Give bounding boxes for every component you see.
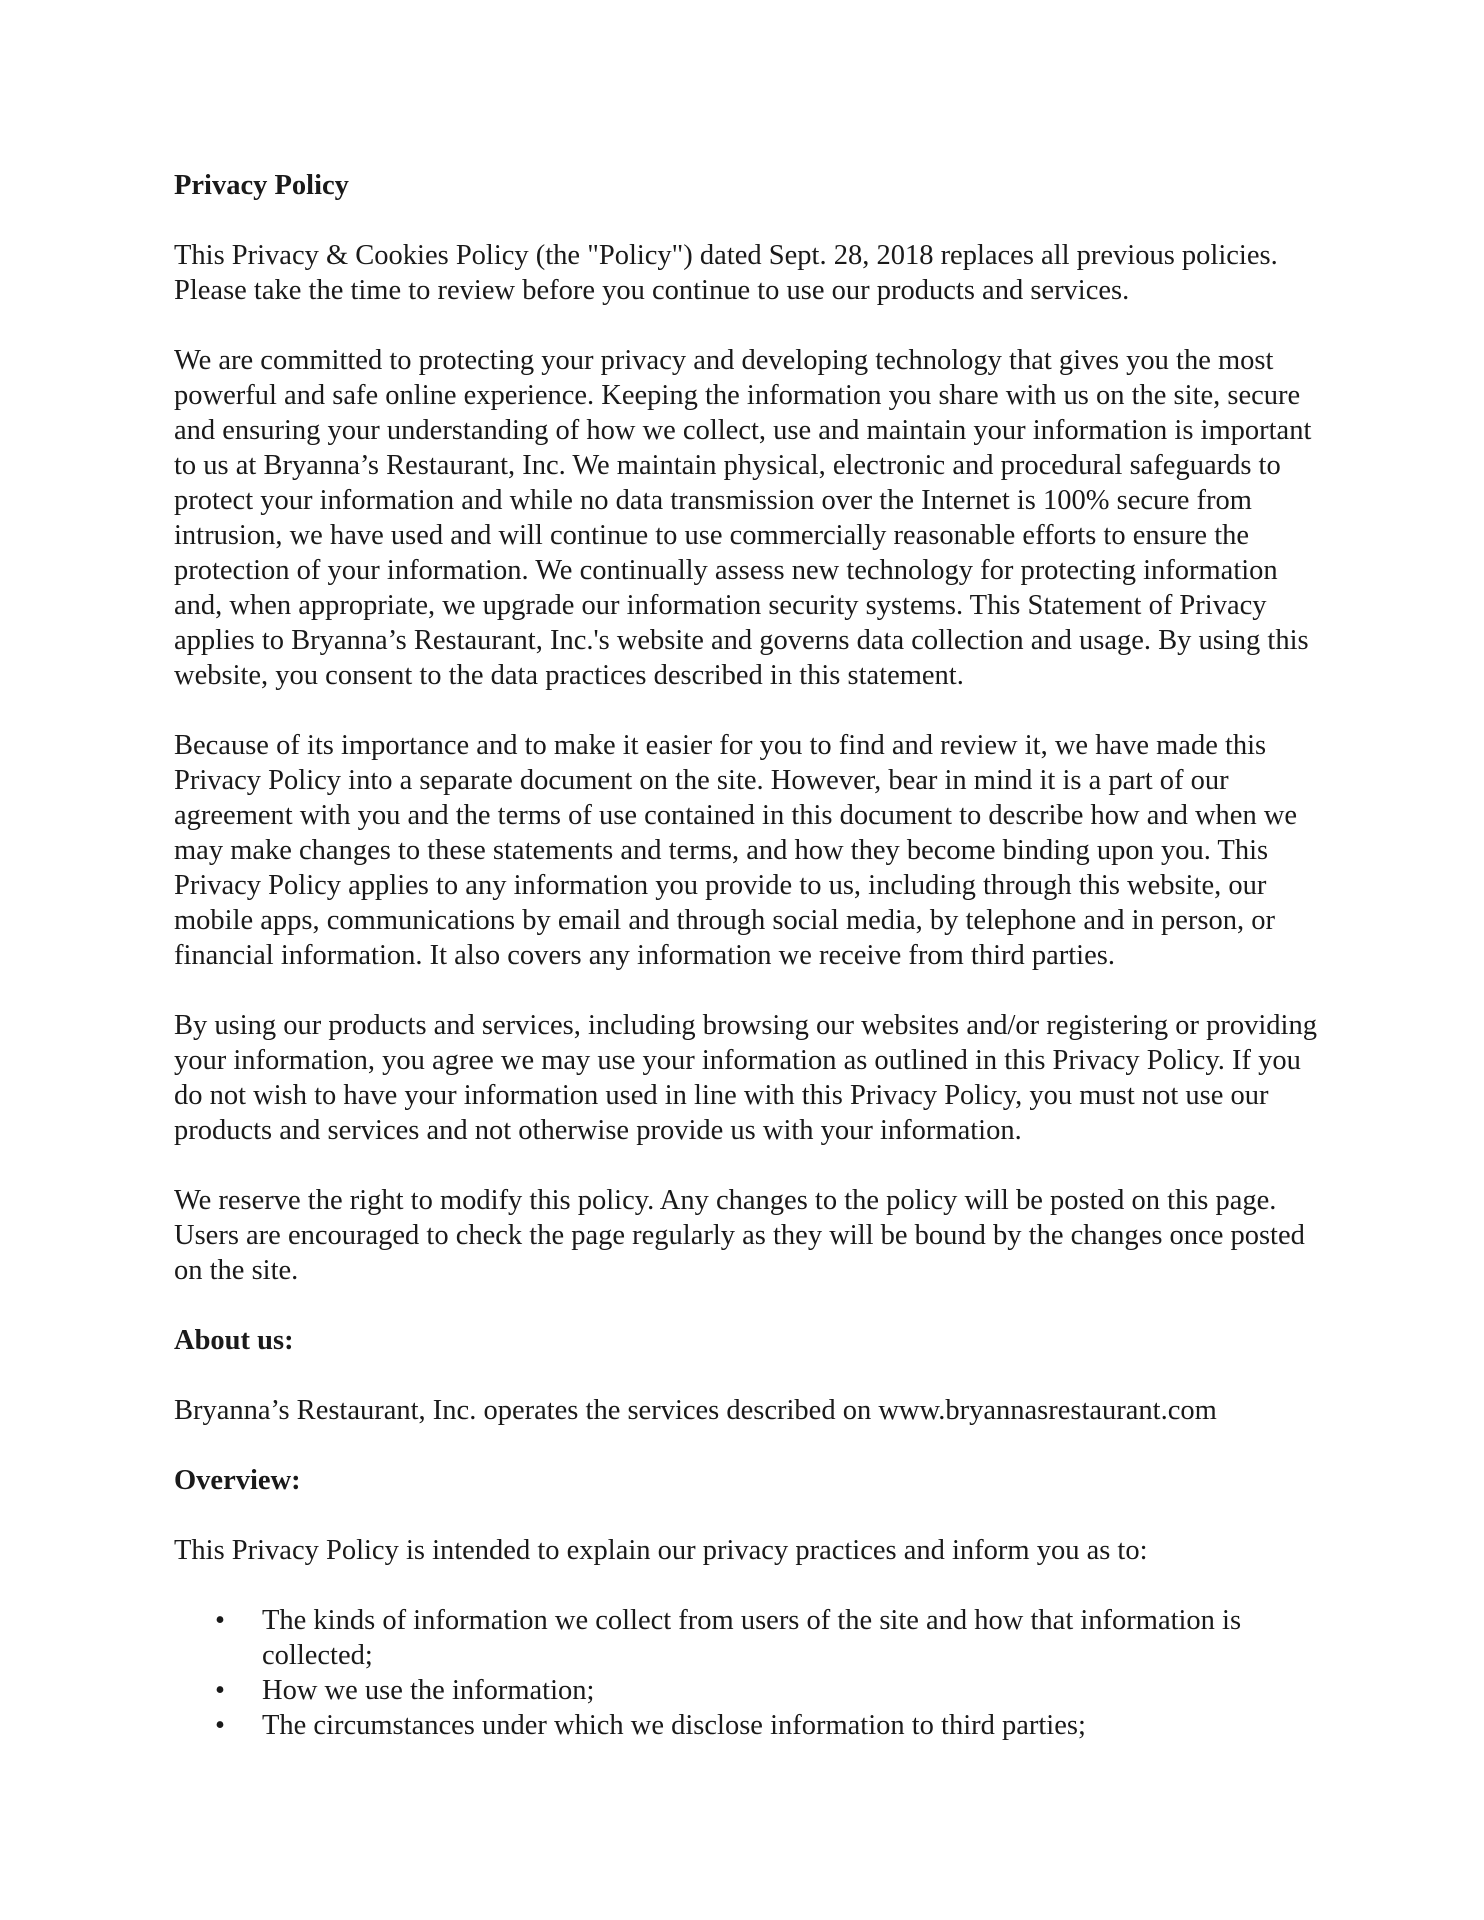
- list-item: [215, 1673, 1324, 1708]
- page-title: Privacy Policy: [174, 170, 349, 201]
- about-heading: About us:: [174, 1325, 294, 1356]
- list-item: [215, 1603, 1324, 1673]
- overview-text: This Privacy Policy is intended to explain our privacy practices and inform you as to:: [174, 1535, 1148, 1566]
- commitment-paragraph: We are committed to protecting your privacy and developing technology that gives you the most powerful and safe online experience. Keeping the information you share with us on the site, secure and ensuring your understanding of how we collect, use and maintain your information is important to us at Bryanna’s Restaurant, Inc. We maintain physical, electronic and procedural safeguards to protect your information and while no data transmission over the Internet is 100% secure from intrusion, we have used and will continue to use commercially reasonable efforts to ensure the protection of your information. We continually assess new technology for protecting information and, when appropriate, we upgrade our information security systems. This Statement of Privacy applies to Bryanna’s Restaurant, Inc.'s website and governs data collection and usage. By using this website, you consent to the data practices described in this statement.: [174, 345, 1312, 691]
- bullet-icon: •: [215, 1675, 225, 1706]
- importance-paragraph: Because of its importance and to make it easier for you to find and review it, we have made this Privacy Policy into a separate document on the site. However, bear in mind it is a part of our agreement with you and the terms of use contained in this document to describe how and when we may make changes to these statements and terms, and how they become binding upon you. This Privacy Policy applies to any information you provide to us, including through this website, our mobile apps, communications by email and through social media, by telephone and in person, or financial information. It also covers any information we receive from third parties.: [174, 730, 1298, 971]
- bullet-icon: •: [215, 1605, 225, 1636]
- list-item-text: The kinds of information we collect from users of the site and how that information is collected;: [262, 1605, 1242, 1671]
- list-item-text: The circumstances under which we disclose information to third parties;: [262, 1710, 1086, 1741]
- document-body: [174, 168, 1324, 1743]
- about-text: Bryanna’s Restaurant, Inc. operates the services described on www.bryannasrestaurant.com: [174, 1395, 1217, 1426]
- bullet-icon: •: [215, 1710, 225, 1741]
- consent-paragraph: By using our products and services, including browsing our websites and/or registering or providing your information, you agree we may use your information as outlined in this Privacy Policy. If you do not wish to have your information used in line with this Privacy Policy, you must not use our products and services and not otherwise provide us with your information.: [174, 1010, 1317, 1146]
- intro-paragraph: This Privacy & Cookies Policy (the "Policy") dated Sept. 28, 2018 replaces all previous policies. Please take the time to review before you continue to use our products and services.: [174, 240, 1278, 306]
- list-item: [215, 1708, 1324, 1743]
- list-item-text: How we use the information;: [262, 1675, 595, 1706]
- modification-paragraph: We reserve the right to modify this policy. Any changes to the policy will be posted on this page. Users are encouraged to check the page regularly as they will be bound by the changes once posted on the site.: [174, 1185, 1305, 1286]
- overview-heading: Overview:: [174, 1465, 301, 1496]
- overview-list: [174, 1603, 1324, 1743]
